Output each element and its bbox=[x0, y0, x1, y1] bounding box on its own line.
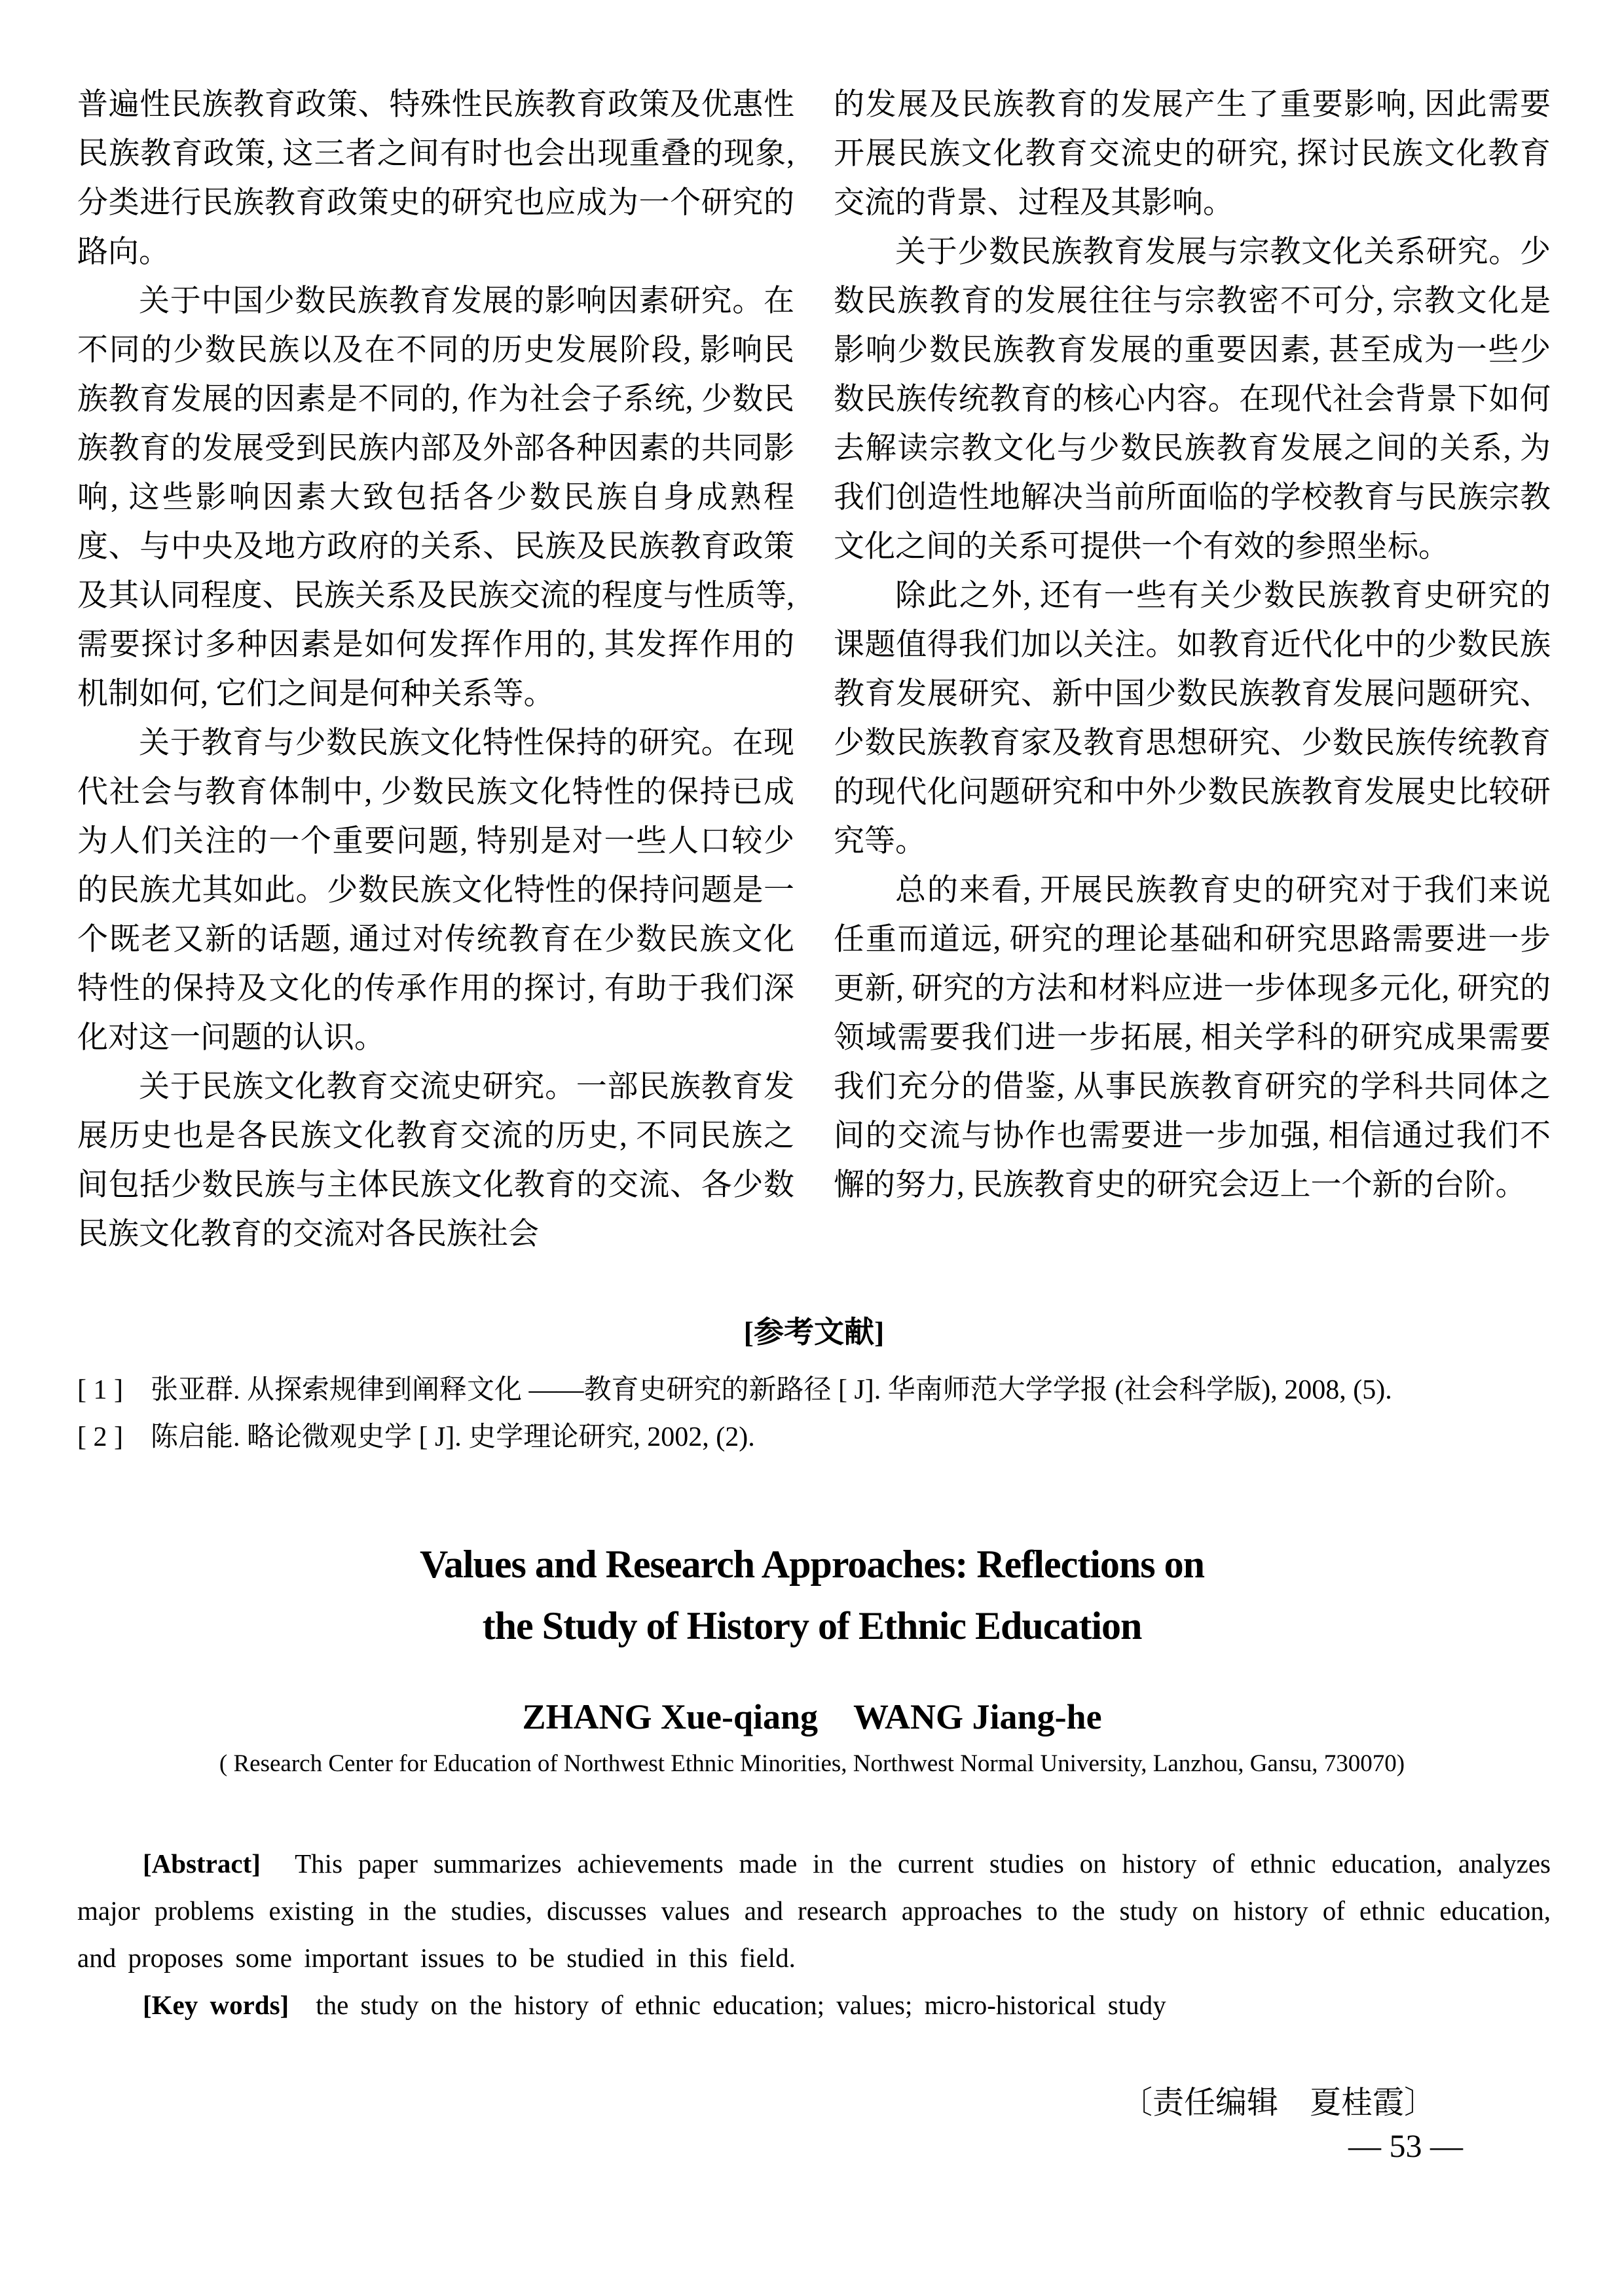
page-number: — 53 — bbox=[1348, 2127, 1463, 2164]
abstract-label: [Abstract] bbox=[143, 1848, 261, 1879]
body-paragraph: 除此之外, 还有一些有关少数民族教育史研究的课题值得我们加以关注。如教育近代化中的少数民族教育发展研究、新中国少数民族教育发展问题研究、少数民族教育家及教育思想研究、少数民族传统教育的现代化问题研究和中外少数民族教育发展史比较研究等。 bbox=[834, 579, 1551, 858]
keywords-paragraph bbox=[77, 1981, 1551, 2029]
references-section bbox=[77, 1313, 1551, 1461]
english-title-line1: Values and Research Approaches: Reflections on bbox=[420, 1543, 1204, 1586]
keywords-text: the study on the history of ethnic education; values; micro-historical study bbox=[289, 1990, 1166, 2020]
reference-item: [ 1 ] 张亚群. 从探索规律到阐释文化 ——教育史研究的新路径 [ J]. 华南师范大学学报 (社会科学版), 2008, (5). bbox=[77, 1375, 1392, 1405]
body-paragraph: 总的来看, 开展民族教育史的研究对于我们来说任重而道远, 研究的理论基础和研究思路需要进一步更新, 研究的方法和材料应进一步体现多元化, 研究的领域需要我们进一步拓展, 相关学科的研究成果需要我们充分的借鉴, 从事民族教育研究的学科共同体之间的交流与协作也需要进一步加强, 相信通过我们不懈的努力, 民族教育史的研究会迈上一个新的台阶。 bbox=[834, 873, 1551, 1202]
body-paragraph: 关于少数民族教育发展与宗教文化关系研究。少数民族教育的发展往往与宗教密不可分, 宗教文化是影响少数民族教育发展的重要因素, 甚至成为一些少数民族传统教育的核心内容。在现代社会背景下如何去解读宗教文化与少数民族教育发展之间的关系, 为我们创造性地解决当前所面临的学校教育与民族宗教文化之间的关系可提供一个有效的参照坐标。 bbox=[834, 235, 1551, 564]
body-paragraph: 普遍性民族教育政策、特殊性民族教育政策及优惠性民族教育政策, 这三者之间有时也会出现重叠的现象, 分类进行民族教育政策史的研究也应成为一个研究的路向。 bbox=[77, 88, 794, 269]
english-title-line2: the Study of History of Ethnic Education bbox=[482, 1604, 1142, 1647]
body-paragraph: 的发展及民族教育的发展产生了重要影响, 因此需要开展民族文化教育交流史的研究, 探讨民族文化教育交流的背景、过程及其影响。 bbox=[834, 88, 1551, 220]
english-section bbox=[0, 1533, 1624, 1782]
references-header: [参考文献] bbox=[743, 1315, 885, 1349]
abstract-paragraph bbox=[77, 1840, 1551, 1981]
body-paragraph: 关于教育与少数民族文化特性保持的研究。在现代社会与教育体制中, 少数民族文化特性的保持已成为人们关注的一个重要问题, 特别是对一些人口较少的民族尤其如此。少数民族文化特性的保持问题是一个既老又新的话题, 通过对传统教育在少数民族文化特性的保持及文化的传承作用的探讨, 有助于我们深化对这一问题的认识。 bbox=[77, 726, 794, 1055]
english-affiliation: ( Research Center for Education of Northwest Ethnic Minorities, Northwest Normal University, Lanzhou, Gansu, 730070) bbox=[219, 1750, 1405, 1777]
reference-item: [ 2 ] 陈启能. 略论微观史学 [ J]. 史学理论研究, 2002, (2). bbox=[77, 1422, 755, 1452]
keywords-label: [Key words] bbox=[143, 1990, 289, 2020]
english-title bbox=[0, 1533, 1624, 1657]
english-authors: ZHANG Xue-qiang WANG Jiang-he bbox=[522, 1697, 1102, 1736]
right-column bbox=[834, 81, 1551, 1259]
body-paragraph: 关于中国少数民族教育发展的影响因素研究。在不同的少数民族以及在不同的历史发展阶段, 影响民族教育发展的因素是不同的, 作为社会子系统, 少数民族教育的发展受到民族内部及外部各种因素的共同影响, 这些影响因素大致包括各少数民族自身成熟程度、与中央及地方政府的关系、民族及民族教育政策及其认同程度、民族关系及民族交流的程度与性质等, 需要探讨多种因素是如何发挥作用的, 其发挥作用的机制如何, 它们之间是何种关系等。 bbox=[77, 284, 794, 711]
editor-note: 〔责任编辑 夏桂霞〕 bbox=[1120, 2085, 1435, 2120]
abstract-section bbox=[77, 1840, 1551, 2029]
body-paragraph: 关于民族文化教育交流史研究。一部民族教育发展历史也是各民族文化教育交流的历史, 不同民族之间包括少数民族与主体民族文化教育的交流、各少数民族文化教育的交流对各民族社会 bbox=[77, 1070, 794, 1251]
abstract-text: This paper summarizes achievements made in the current studies on history of ethnic education, analyzes major problems existing in the studies, discusses values and research approaches to the study on history of ethnic education, and proposes some important issues to be studied in this field. bbox=[77, 1848, 1551, 1973]
left-column bbox=[77, 81, 794, 1259]
body-text bbox=[77, 81, 1551, 1259]
